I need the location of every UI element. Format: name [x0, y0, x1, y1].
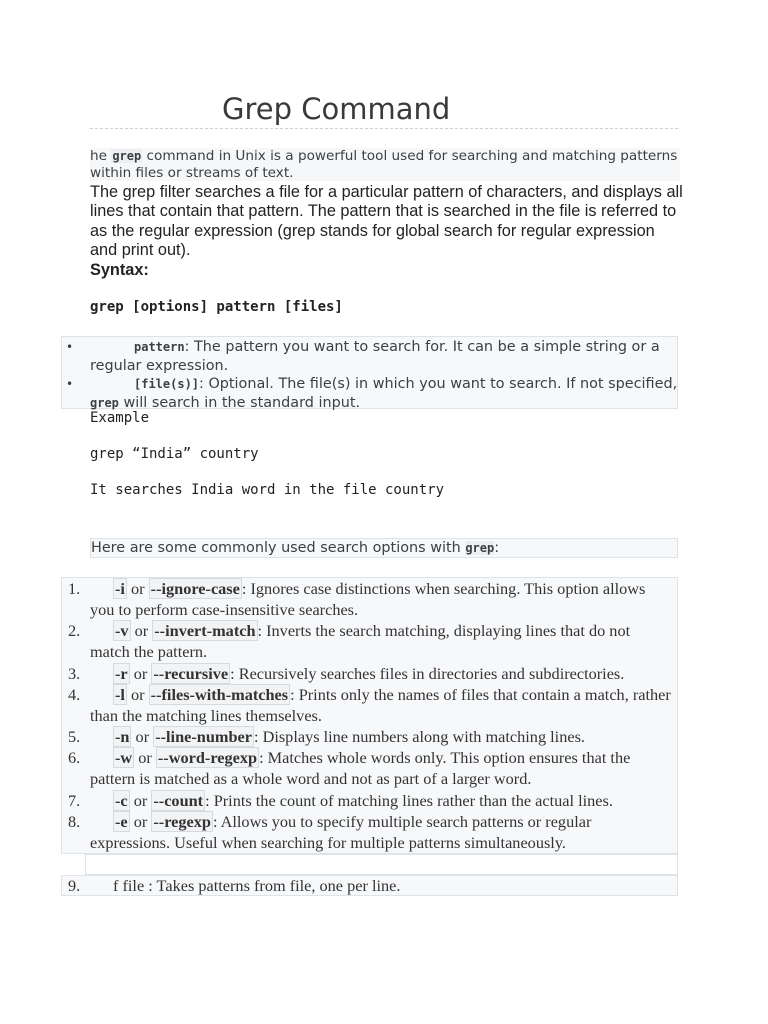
option-description: : Allows you to specify multiple search patterns or regular expressions. Useful when searching for multiple patterns simultaneously.: [90, 812, 592, 853]
option-description: : Ignores case distinctions when searching. This option allows you to perform case-insensitive searches.: [90, 579, 646, 620]
list-item: [68, 578, 672, 620]
option-description: : Recursively searches files in directories and subdirectories.: [230, 664, 625, 683]
list-item: [66, 375, 680, 413]
list-item: [68, 620, 672, 662]
intro-suffix: command in Unix is a powerful tool used for searching and matching patterns within files or streams of text.: [90, 148, 678, 181]
option-short-flag: -i: [115, 579, 125, 598]
option-description: : Inverts the search matching, displaying lines that do not match the pattern.: [90, 621, 631, 662]
option-number: 9.: [68, 876, 81, 895]
title-divider: [90, 128, 678, 129]
option-long-flag: --line-number: [155, 727, 252, 746]
option-description: : Prints only the names of files that contain a match, rather than the matching lines themselves.: [90, 685, 671, 726]
option-number: 5.: [68, 727, 81, 746]
option-short-flag: -w: [115, 748, 133, 767]
option-number: 8.: [68, 812, 81, 831]
bullet-icon: •: [66, 377, 74, 391]
option-or: or: [129, 812, 152, 831]
option-long-flag: --files-with-matches: [150, 685, 289, 704]
param-code: grep: [90, 396, 119, 410]
options-list: [61, 577, 678, 854]
option-description: f file : Takes patterns from file, one per line.: [113, 876, 401, 895]
page-title: Grep Command: [222, 92, 451, 126]
option-number: 2.: [68, 621, 81, 640]
option-or: or: [129, 791, 152, 810]
empty-row: [85, 854, 678, 875]
syntax-label: Syntax:: [90, 261, 149, 279]
example-description: It searches India word in the file country: [90, 482, 445, 498]
option-long-flag: --ignore-case: [150, 579, 240, 598]
param-text: : Optional. The file(s) in which you want to search. If not specified,: [199, 376, 678, 392]
option-description: : Prints the count of matching lines rather than the actual lines.: [205, 791, 613, 810]
bullet-icon: •: [66, 340, 74, 354]
option-long-flag: --count: [153, 791, 204, 810]
option-or: or: [134, 748, 156, 767]
option-short-flag: -v: [115, 621, 129, 640]
options-intro-code: grep: [465, 541, 495, 555]
option-long-flag: --regexp: [153, 812, 211, 831]
option-long-flag: --word-regexp: [157, 748, 258, 767]
options-intro-text: Here are some commonly used search options with: [91, 540, 466, 556]
option-number: 6.: [68, 748, 81, 767]
param-term: pattern: [134, 340, 185, 354]
param-text-end: will search in the standard input.: [118, 395, 361, 411]
option-long-flag: --invert-match: [154, 621, 256, 640]
option-or: or: [129, 664, 152, 683]
parameter-list: [61, 336, 678, 409]
option-number: 3.: [68, 664, 81, 683]
intro-text: [90, 148, 680, 181]
list-item: [68, 684, 672, 726]
description-paragraph: The grep filter searches a file for a particular pattern of characters, and displays all lines that contain that pattern. The pattern that is searched in the file is referred to as the regular expression (grep stands for global search for regular expression and print out).: [90, 183, 683, 260]
option-or: or: [131, 727, 154, 746]
example-code: grep “India” country: [90, 446, 259, 462]
option-short-flag: -n: [115, 727, 130, 746]
list-item: [68, 811, 672, 853]
option-short-flag: -c: [115, 791, 128, 810]
options-intro-suffix: :: [494, 540, 500, 556]
param-term: [file(s)]: [134, 377, 200, 391]
intro-code: grep: [112, 149, 142, 163]
option-long-flag: --recursive: [153, 664, 229, 683]
options-intro: [90, 538, 678, 558]
list-item: [68, 790, 672, 811]
option-short-flag: -e: [115, 812, 128, 831]
option-description: : Matches whole words only. This option ensures that the pattern is matched as a whole word and not as part of a larger word.: [90, 748, 631, 789]
list-item: [68, 726, 672, 747]
param-text: : The pattern you want to search for. It can be a simple string or a regular expression.: [90, 339, 660, 374]
example-label: Example: [90, 410, 150, 426]
option-short-flag: -l: [115, 685, 125, 704]
option-number: 1.: [68, 579, 81, 598]
options-list-continued: [61, 875, 678, 896]
list-item: [68, 747, 672, 789]
option-short-flag: -r: [115, 664, 128, 683]
option-or: or: [126, 579, 149, 598]
option-number: 4.: [68, 685, 81, 704]
option-description: : Displays line numbers along with matching lines.: [253, 727, 585, 746]
option-or: or: [126, 685, 149, 704]
list-item: [68, 875, 672, 896]
list-item: [66, 338, 680, 376]
intro-prefix: he: [90, 148, 112, 164]
option-or: or: [130, 621, 153, 640]
list-item: [68, 663, 672, 684]
option-number: 7.: [68, 791, 81, 810]
syntax-code: grep [options] pattern [files]: [90, 299, 343, 315]
